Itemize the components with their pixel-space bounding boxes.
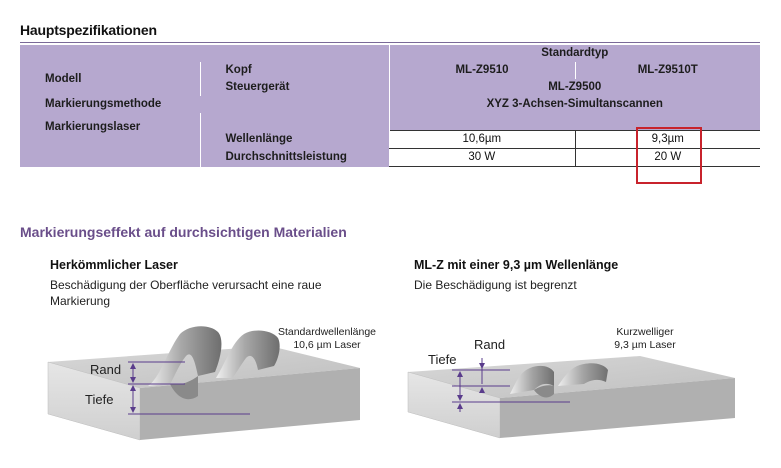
header-standard: Standardtyp [389, 45, 760, 62]
right-label-tiefe: Tiefe [428, 352, 457, 367]
title-divider [20, 42, 760, 43]
table-row [20, 45, 760, 62]
row-kopf-label: Kopf [200, 62, 389, 79]
methode-value: XYZ 3-Achsen-Simultanscannen [389, 96, 760, 113]
row-methode-label: Markierungsmethode [20, 96, 389, 113]
left-description: Beschädigung der Oberfläche verursacht eine raue Markierung [50, 278, 322, 308]
kopf-value-2: ML-Z9510T [575, 62, 760, 79]
row-leistung-label: Durchschnittsleistung [200, 149, 389, 167]
laser-spacer-values [389, 113, 760, 131]
left-material-illustration [20, 320, 380, 460]
right-material-illustration [390, 320, 770, 460]
spec-title: Hauptspezifikationen [20, 22, 157, 38]
left-label-tiefe: Tiefe [85, 392, 114, 407]
row-wellenlaenge-label: Wellenlänge [200, 131, 389, 149]
left-caption-line2: 10,6 µm Laser [293, 339, 361, 351]
left-caption-line1: Standardwellenlänge [277, 326, 377, 338]
table-row [20, 96, 760, 113]
effect-title: Markierungseffekt auf durchsichtigen Materialien [20, 224, 347, 240]
kopf-value-1: ML-Z9510 [389, 62, 575, 79]
highlight-box [636, 127, 702, 184]
table-row [20, 62, 760, 79]
row-steuergeraet-label: Steuergerät [200, 79, 389, 96]
right-caption-line1: Kurzwelliger [616, 326, 674, 338]
right-caption-line2: 9,3 µm Laser [614, 339, 676, 351]
right-heading: ML-Z mit einer 9,3 µm Wellenlänge [414, 258, 619, 272]
row-laser-label: Markierungslaser [20, 113, 200, 167]
laser-spacer [200, 113, 389, 131]
left-heading: Herkömmlicher Laser [50, 258, 178, 272]
leistung-value-2: 20 W [575, 149, 760, 167]
row-modell-label: Modell [20, 62, 200, 96]
leistung-value-1: 30 W [389, 149, 575, 167]
steuergeraet-value: ML-Z9500 [389, 79, 760, 96]
left-label-rand: Rand [90, 362, 122, 377]
right-label-rand: Rand [474, 337, 506, 352]
wellenlaenge-value-1: 10,6µm [389, 131, 575, 149]
right-description: Die Beschädigung ist begrenzt [414, 278, 577, 292]
wellenlaenge-value-2: 9,3µm [575, 131, 760, 149]
header-empty-cell [20, 45, 389, 62]
